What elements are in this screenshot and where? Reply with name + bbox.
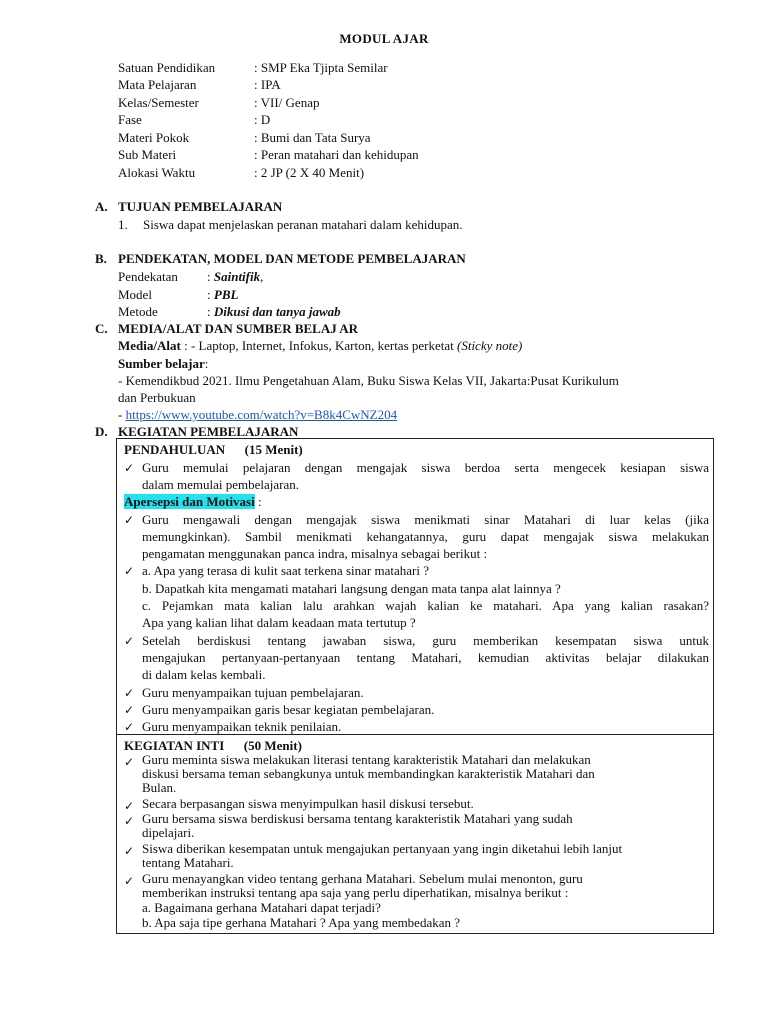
source-reference-line: - Kemendikbud 2021. Ilmu Pengetahuan Alam, Buku Siswa Kelas VII, Jakarta:Pusat Kurikulum <box>118 373 619 388</box>
method-value-line <box>207 303 341 320</box>
checkmark-icon: ✓ <box>124 564 135 578</box>
section-a-item-text: Siswa dapat menjelaskan peranan matahari dalam kehidupan. <box>143 217 463 232</box>
media-italic-note: (Sticky note) <box>457 338 523 353</box>
core-item-text: memberikan instruksi tentang apa saja yang perlu diperhatikan, misalnya berikut : <box>142 885 569 900</box>
intro-item-text: memungkinkan). Sambil menikmati kehangatannya, guru dapat mengajak siswa melakukan <box>142 529 709 544</box>
question-item: a. Apa yang terasa di kulit saat terkena sinar matahari ? <box>142 563 429 578</box>
media-line <box>118 337 522 354</box>
kegiatan-inti-box <box>116 734 714 934</box>
document-title: MODUL AJAR <box>339 31 429 46</box>
model-value: PBL <box>213 287 239 302</box>
core-question-item: b. Apa saja tipe gerhana Matahari ? Apa yang membedakan ? <box>142 915 461 930</box>
identity-label: Fase <box>118 112 142 127</box>
pendahuluan-heading: PENDAHULUAN (15 Menit) <box>124 442 303 457</box>
section-b-letter: B. <box>95 251 107 266</box>
checkmark-icon: ✓ <box>124 814 135 828</box>
checkmark-icon: ✓ <box>124 634 135 648</box>
intro-item-text: Guru memulai pelajaran dengan mengajak siswa berdoa serta mengecek kesiapan siswa <box>142 460 709 475</box>
colon: : <box>207 269 214 284</box>
identity-label: Materi Pokok <box>118 130 190 145</box>
checkmark-icon: ✓ <box>124 703 135 717</box>
checkmark-icon: ✓ <box>124 461 135 475</box>
checkmark-icon: ✓ <box>124 844 135 858</box>
video-link-line <box>118 406 397 423</box>
question-item: b. Dapatkah kita mengamati matahari langsung dengan mata tanpa alat lainnya ? <box>142 581 561 596</box>
core-item-text: dipelajari. <box>142 825 195 840</box>
checkmark-icon: ✓ <box>124 755 135 769</box>
intro-item-text: mengajukan pertanyaan-pertanyaan tentang Matahari, kemudian aktivitas belajar dilakukan <box>142 650 709 665</box>
intro-item-text: Guru menyampaikan tujuan pembelajaran. <box>142 685 364 700</box>
identity-value: : Peran matahari dan kehidupan <box>254 147 419 162</box>
method-value: Dikusi dan tanya jawab <box>213 304 341 319</box>
intro-item-text: dalam memulai pembelajaran. <box>142 477 300 492</box>
kegiatan-inti-heading: KEGIATAN INTI (50 Menit) <box>124 738 302 753</box>
pendahuluan-box <box>116 438 714 735</box>
media-label: Media/Alat <box>118 338 181 353</box>
checkmark-icon: ✓ <box>124 720 135 734</box>
identity-label: Mata Pelajaran <box>118 77 197 92</box>
identity-value: : SMP Eka Tjipta Semilar <box>254 60 388 75</box>
intro-item-text: pengamatan menggunakan panca indra, misalnya sebagai berikut : <box>142 546 488 561</box>
colon: : <box>207 304 214 319</box>
intro-item-text: Setelah berdiskusi tentang jawaban siswa, guru memberikan kesempatan siswa untuk <box>142 633 709 648</box>
source-reference-line: dan Perbukuan <box>118 390 196 405</box>
checkmark-icon: ✓ <box>124 686 135 700</box>
approach-label: Pendekatan <box>118 269 178 284</box>
link-prefix: - <box>118 407 126 422</box>
media-text: Laptop, Internet, Infokus, Karton, kertas perketat <box>198 338 457 353</box>
identity-label: Satuan Pendidikan <box>118 60 216 75</box>
section-a-letter: A. <box>95 199 108 214</box>
identity-value: : IPA <box>254 77 281 92</box>
section-c-heading: MEDIA/ALAT DAN SUMBER BELAJ AR <box>118 321 359 336</box>
model-label: Model <box>118 287 152 302</box>
core-item-text: Guru meminta siswa melakukan literasi tentang karakteristik Matahari dan melakukan <box>142 752 591 767</box>
identity-value: : Bumi dan Tata Surya <box>254 130 371 145</box>
question-item: Apa yang kalian lihat dalam keadaan mata tertutup ? <box>142 615 416 630</box>
identity-label: Alokasi Waktu <box>118 165 196 180</box>
section-d-heading: KEGIATAN PEMBELAJARAN <box>118 424 299 439</box>
source-label: Sumber belajar <box>118 356 205 371</box>
apersepsi-line <box>124 493 262 510</box>
colon: : <box>207 287 214 302</box>
core-item-text: Guru bersama siswa berdiskusi bersama tentang karakteristik Matahari yang sudah <box>142 811 573 826</box>
source-line <box>118 355 208 372</box>
youtube-link[interactable]: https://www.youtube.com/watch?v=B8k4CwNZ204 <box>125 407 398 422</box>
approach-value: Saintifik <box>213 269 261 284</box>
apersepsi-highlight: Apersepsi dan Motivasi <box>124 494 255 509</box>
apersepsi-colon: : <box>254 494 262 509</box>
intro-item-text: Guru mengawali dengan mengajak siswa menikmati sinar Matahari di luar kelas (jika <box>142 512 709 527</box>
core-question-item: a. Bagaimana gerhana Matahari dapat terjadi? <box>142 900 381 915</box>
identity-value: : 2 JP (2 X 40 Menit) <box>254 165 365 180</box>
source-colon: : <box>204 356 209 371</box>
core-item-text: tentang Matahari. <box>142 855 234 870</box>
core-item-text: diskusi bersama teman sebangkunya untuk membandingkan karakteristik Matahari dan <box>142 766 595 781</box>
identity-label: Kelas/Semester <box>118 95 199 110</box>
section-c-letter: C. <box>95 321 108 336</box>
identity-label: Sub Materi <box>118 147 177 162</box>
media-separator: : - <box>180 338 199 353</box>
intro-item-text: di dalam kelas kembali. <box>142 667 266 682</box>
core-item-text: Secara berpasangan siswa menyimpulkan hasil diskusi tersebut. <box>142 796 474 811</box>
core-item-text: Bulan. <box>142 780 177 795</box>
core-item-text: Siswa diberikan kesempatan untuk mengajukan pertanyaan yang ingin diketahui lebih lanjut <box>142 841 623 856</box>
approach-value-line <box>207 268 263 285</box>
question-item: c. Pejamkan mata kalian lalu arahkan wajah kalian ke matahari. Apa yang kalian rasakan? <box>142 598 709 613</box>
model-value-line <box>207 286 238 303</box>
intro-item-text: Guru menyampaikan teknik penilaian. <box>142 719 342 734</box>
method-label: Metode <box>118 304 158 319</box>
section-d-letter: D. <box>95 424 108 439</box>
section-a-item-number: 1. <box>118 217 128 232</box>
identity-value: : D <box>254 112 271 127</box>
checkmark-icon: ✓ <box>124 513 135 527</box>
checkmark-icon: ✓ <box>124 799 135 813</box>
section-a-heading: TUJUAN PEMBELAJARAN <box>118 199 283 214</box>
checkmark-icon: ✓ <box>124 874 135 888</box>
section-b-heading: PENDEKATAN, MODEL DAN METODE PEMBELAJARAN <box>118 251 466 266</box>
value-suffix: , <box>260 269 264 284</box>
intro-item-text: Guru menyampaikan garis besar kegiatan pembelajaran. <box>142 702 435 717</box>
core-item-text: Guru menayangkan video tentang gerhana Matahari. Sebelum mulai menonton, guru <box>142 871 583 886</box>
identity-value: : VII/ Genap <box>254 95 320 110</box>
